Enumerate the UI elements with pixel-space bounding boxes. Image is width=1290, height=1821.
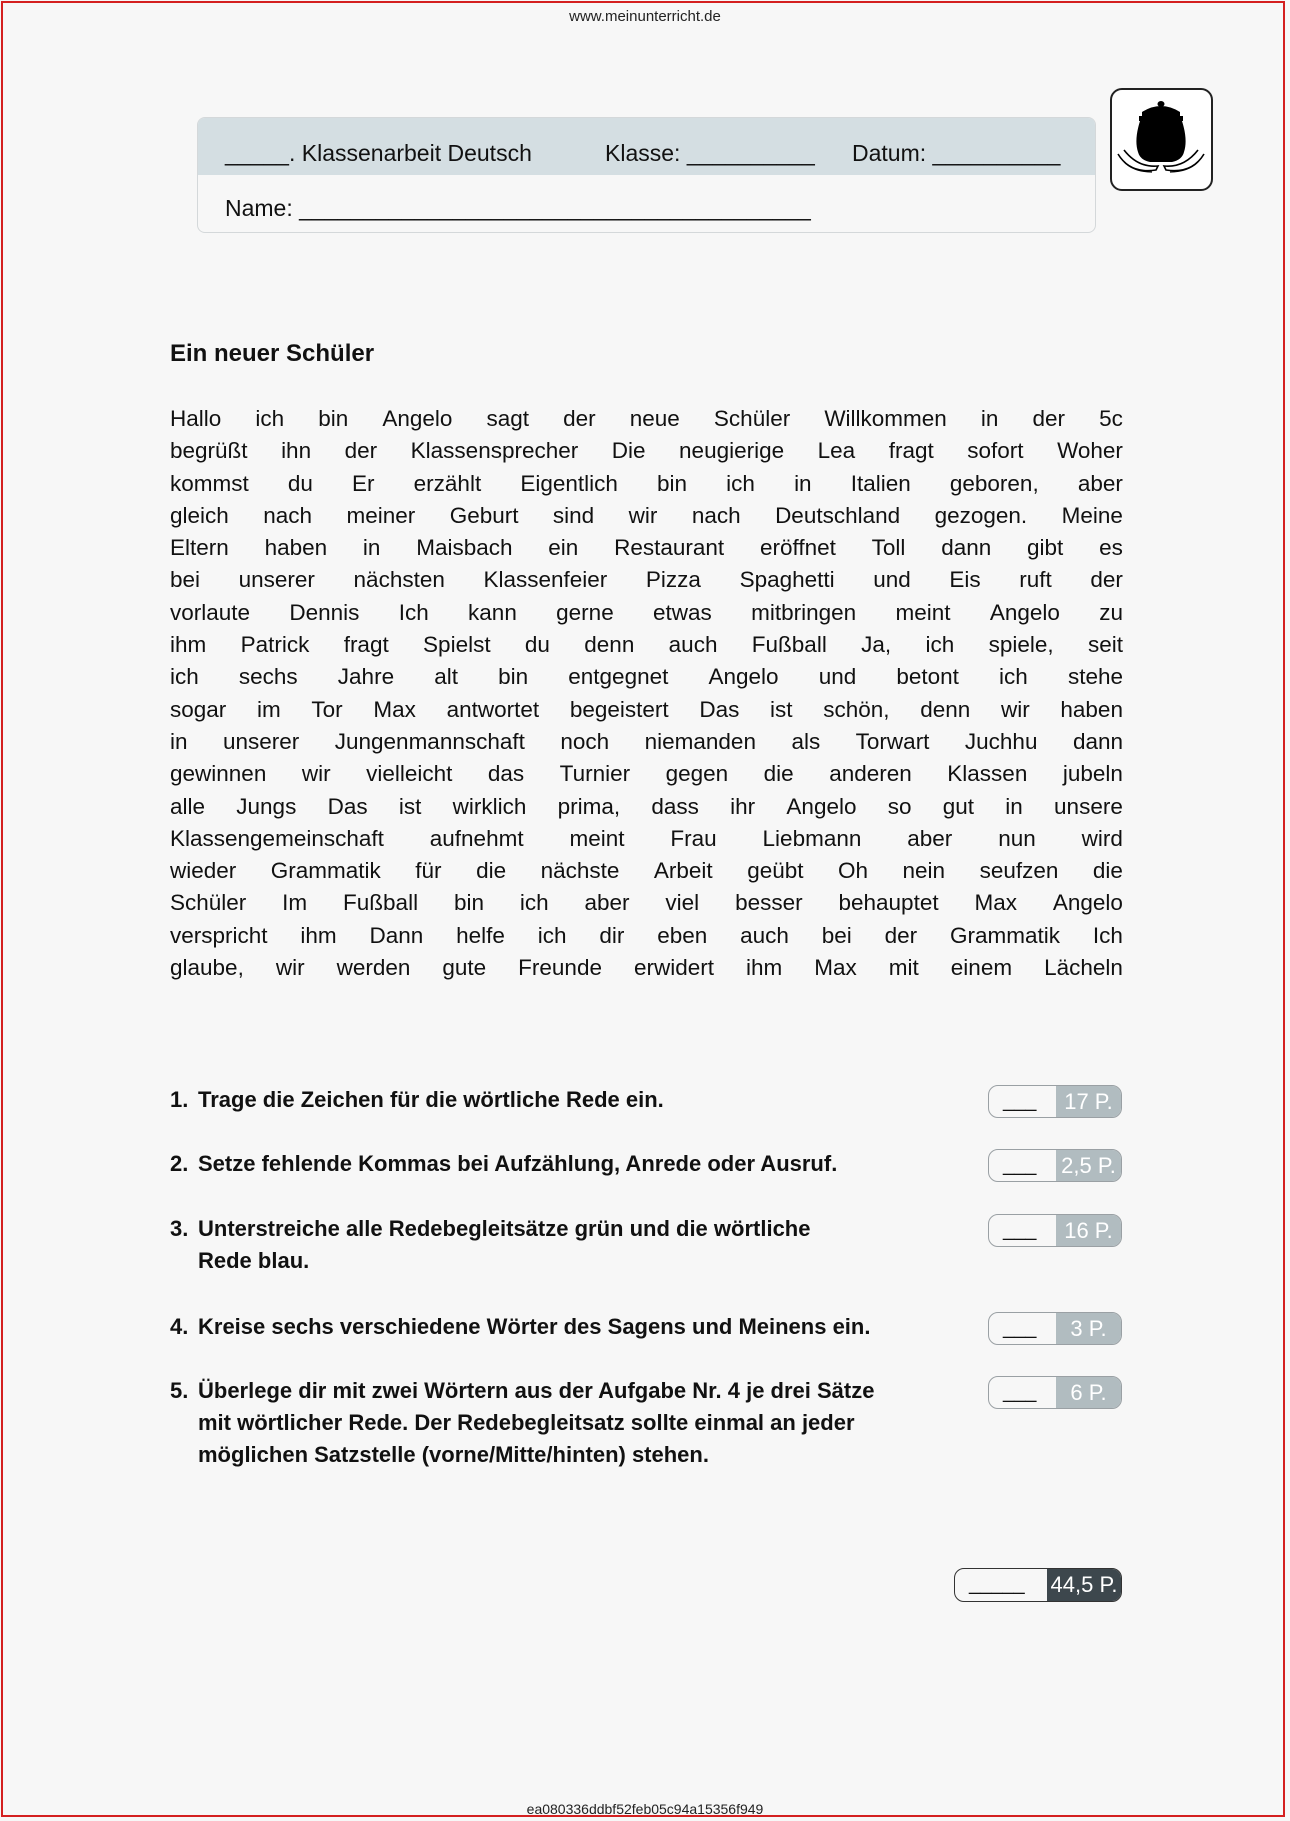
story-word: nein	[902, 858, 946, 884]
task-text	[198, 1148, 958, 1180]
story-word: Angelo	[989, 599, 1060, 625]
task-text-line: Kreise sechs verschiedene Wörter des Sagens und Meinens ein.	[198, 1314, 871, 1339]
story-word: seit	[1087, 632, 1123, 658]
story-word: ein	[548, 535, 579, 561]
pot-on-hands-icon	[1110, 88, 1213, 191]
task-points-box	[988, 1214, 1122, 1247]
task-number: 3.	[170, 1216, 189, 1241]
story-word: mitbringen	[751, 599, 857, 625]
story-word: Klassensprecher	[410, 438, 579, 464]
story-line	[170, 532, 1123, 564]
task-text	[198, 1311, 958, 1343]
story-word: wir	[1000, 696, 1030, 722]
story-word: gute	[442, 955, 487, 981]
story-word: fragt	[888, 438, 934, 464]
story-word: wird	[1081, 825, 1123, 851]
story-line	[170, 403, 1123, 435]
story-line	[170, 500, 1123, 532]
story-word: Max	[974, 890, 1017, 916]
story-word: wirklich	[452, 793, 527, 819]
story-word: Eigentlich	[520, 470, 618, 496]
story-word: betont	[896, 664, 959, 690]
story-word: ich	[726, 470, 755, 496]
story-word: ist	[770, 696, 793, 722]
story-word: Juchhu	[964, 728, 1038, 754]
story-word: Freunde	[518, 955, 602, 981]
story-word: auch	[740, 922, 789, 948]
task-text	[198, 1213, 958, 1277]
task-points-value: 16 P.	[1056, 1215, 1121, 1246]
story-word: der	[1090, 567, 1123, 593]
story-word: Jungenmannschaft	[334, 728, 525, 754]
story-word: sofort	[967, 438, 1024, 464]
story-word: der	[344, 438, 378, 464]
task-text-line: möglichen Satzstelle (vorne/Mitte/hinten) stehen.	[198, 1442, 709, 1467]
story-word: dass	[651, 793, 699, 819]
story-line	[170, 920, 1123, 952]
task-points-box	[988, 1376, 1122, 1409]
story-word: nach	[263, 502, 313, 528]
story-word: nach	[691, 502, 741, 528]
story-word: sind	[552, 502, 595, 528]
story-word: ich	[170, 664, 199, 690]
story-word: Geburt	[449, 502, 519, 528]
story-word: sechs	[238, 664, 298, 690]
story-word: Spielst	[423, 632, 491, 658]
story-word: gleich	[170, 502, 229, 528]
story-word: ruft	[1019, 567, 1052, 593]
story-line	[170, 661, 1123, 693]
footer-hash: ea080336ddbf52feb05c94a15356f949	[526, 1801, 764, 1817]
story-word: Woher	[1057, 438, 1123, 464]
story-word: ihm	[170, 632, 207, 658]
story-word: Willkommen	[824, 406, 947, 431]
klasse-field: Klasse: __________	[605, 140, 815, 166]
story-word: viel	[665, 890, 700, 916]
story-word: dir	[599, 922, 625, 948]
story-word: Schüler	[713, 406, 791, 431]
task-text-line: Setze fehlende Kommas bei Aufzählung, Anrede oder Ausruf.	[198, 1151, 838, 1176]
story-word: gewinnen	[170, 761, 267, 787]
task-number: 2.	[170, 1151, 189, 1176]
story-word: gegen	[665, 761, 729, 787]
story-text	[170, 403, 1123, 984]
story-word: einem	[950, 955, 1013, 981]
story-word: ihm	[746, 955, 783, 981]
story-word: Jungs	[236, 793, 297, 819]
story-word: helfe	[456, 922, 505, 948]
story-word: neue	[629, 406, 680, 431]
story-word: etwas	[653, 599, 712, 625]
story-word: fragt	[343, 632, 389, 658]
story-word: für	[415, 858, 442, 884]
story-word: erwidert	[633, 955, 715, 981]
story-word: Toll	[871, 535, 906, 561]
story-word: wir	[628, 502, 658, 528]
story-word: Fußball	[343, 890, 419, 916]
story-word: alle	[170, 793, 206, 819]
story-word: niemanden	[644, 728, 756, 754]
story-word: Im	[282, 890, 308, 916]
story-word: seufzen	[979, 858, 1059, 884]
story-word: ihm	[300, 922, 337, 948]
task-points-value: 17 P.	[1056, 1086, 1121, 1117]
story-word: auch	[668, 632, 718, 658]
story-word: Frau	[670, 825, 717, 851]
story-word: Lächeln	[1044, 955, 1123, 981]
story-word: bin	[657, 470, 688, 496]
story-word: Jahre	[337, 664, 395, 690]
story-word: Eis	[949, 567, 981, 593]
story-word: Klassengemeinschaft	[170, 825, 384, 851]
story-word: aufnehmt	[429, 825, 524, 851]
story-word: sagt	[486, 406, 530, 431]
exam-header-top	[198, 118, 1095, 175]
story-word: unserer	[222, 728, 300, 754]
story-line	[170, 468, 1123, 500]
story-word: ich	[999, 664, 1028, 690]
story-word: ich	[537, 922, 567, 948]
task-points-blank: ___	[1003, 1381, 1037, 1403]
story-line	[170, 694, 1123, 726]
story-word: so	[887, 793, 912, 819]
task-text-line: Rede blau.	[198, 1248, 310, 1273]
story-word: Klassenfeier	[483, 567, 608, 593]
story-word: Angelo	[382, 406, 453, 431]
story-word: Ja,	[861, 632, 892, 658]
story-word: wir	[301, 761, 331, 787]
story-word: Das	[699, 696, 740, 722]
story-word: spiele,	[988, 632, 1054, 658]
exam-header-bottom	[198, 175, 1095, 233]
task-number: 5.	[170, 1378, 189, 1403]
story-word: Angelo	[708, 664, 779, 690]
story-word: die	[763, 761, 794, 787]
story-word: haben	[264, 535, 328, 561]
story-word: Grammatik	[270, 858, 381, 884]
task-text-line: Trage die Zeichen für die wörtliche Rede ein.	[198, 1087, 664, 1112]
story-word: gerne	[556, 599, 614, 625]
task-text	[198, 1375, 958, 1471]
story-word: und	[873, 567, 911, 593]
story-word: Meine	[1061, 502, 1123, 528]
story-word: nächste	[540, 858, 620, 884]
story-word: bei	[170, 567, 201, 593]
story-word: schön,	[823, 696, 890, 722]
story-word: haben	[1060, 696, 1123, 722]
story-word: aber	[584, 890, 630, 916]
story-line	[170, 791, 1123, 823]
story-word: bin	[498, 664, 529, 690]
story-word: verspricht	[170, 922, 268, 948]
story-word: geübt	[747, 858, 804, 884]
story-word: kommst	[170, 470, 249, 496]
story-word: Oh	[838, 858, 869, 884]
story-word: stehe	[1067, 664, 1123, 690]
story-word: Dann	[369, 922, 424, 948]
story-word: Klassen	[947, 761, 1028, 787]
task-number: 4.	[170, 1314, 189, 1339]
task-points-blank: ___	[1003, 1154, 1037, 1176]
story-word: ihr	[730, 793, 756, 819]
task-points-box	[988, 1085, 1122, 1118]
story-word: 5c	[1099, 406, 1123, 431]
story-word: Er	[352, 470, 375, 496]
story-word: sogar	[170, 696, 227, 722]
story-word: Pizza	[645, 567, 701, 593]
story-line	[170, 855, 1123, 887]
story-word: Liebmann	[762, 825, 862, 851]
story-word: Angelo	[1052, 890, 1123, 916]
story-word: dann	[1072, 728, 1123, 754]
task-points-blank: ___	[1003, 1219, 1037, 1241]
story-word: das	[487, 761, 525, 787]
story-word: Torwart	[855, 728, 930, 754]
story-word: in	[980, 406, 999, 431]
story-word: Eltern	[170, 535, 229, 561]
task-points-box	[988, 1312, 1122, 1345]
story-word: anderen	[829, 761, 912, 787]
story-word: gezogen.	[934, 502, 1028, 528]
story-word: Lea	[817, 438, 856, 464]
story-word: in	[362, 535, 381, 561]
exam-header	[197, 117, 1096, 233]
story-line	[170, 629, 1123, 661]
story-word: gibt	[1027, 535, 1064, 561]
story-line	[170, 823, 1123, 855]
story-word: Tor	[311, 696, 343, 722]
story-word: aber	[1077, 470, 1123, 496]
total-points-value: 44,5 P.	[1047, 1569, 1121, 1601]
story-word: bei	[821, 922, 852, 948]
story-word: alt	[434, 664, 458, 690]
task-points-value: 6 P.	[1056, 1377, 1121, 1408]
story-word: glaube,	[170, 955, 244, 981]
task-points-blank: ___	[1003, 1317, 1037, 1339]
story-word: vielleicht	[366, 761, 453, 787]
task-text-line: Unterstreiche alle Redebegleitsätze grün und die wörtliche	[198, 1216, 811, 1241]
story-word: eröffnet	[759, 535, 836, 561]
story-word: behauptet	[838, 890, 939, 916]
story-word: begrüßt	[170, 438, 248, 464]
story-word: ist	[398, 793, 422, 819]
story-word: Arbeit	[653, 858, 713, 884]
story-word: bin	[453, 890, 484, 916]
story-word: Max	[373, 696, 416, 722]
story-word: entgegnet	[568, 664, 669, 690]
story-word: denn	[584, 632, 635, 658]
story-word: prima,	[557, 793, 621, 819]
story-word: Das	[327, 793, 368, 819]
task-number: 1.	[170, 1087, 189, 1112]
name-field: Name: ________________________________________	[225, 195, 811, 221]
story-word: Angelo	[786, 793, 857, 819]
story-word: Hallo	[170, 406, 222, 431]
story-word: begeistert	[569, 696, 669, 722]
story-word: ich	[519, 890, 549, 916]
story-word: erzählt	[413, 470, 482, 496]
story-word: gut	[942, 793, 975, 819]
story-word: Ich	[1092, 922, 1123, 948]
story-word: dann	[941, 535, 992, 561]
story-word: ich	[255, 406, 285, 431]
story-word: werden	[336, 955, 411, 981]
story-word: die	[476, 858, 507, 884]
story-word: und	[818, 664, 857, 690]
story-word: in	[794, 470, 812, 496]
story-word: jubeln	[1062, 761, 1123, 787]
task-text-line: Überlege dir mit zwei Wörtern aus der Aufgabe Nr. 4 je drei Sätze	[198, 1378, 875, 1403]
story-word: als	[791, 728, 821, 754]
story-word: meint	[895, 599, 951, 625]
story-word: Max	[814, 955, 857, 981]
story-word: aber	[907, 825, 953, 851]
task-points-value: 3 P.	[1056, 1313, 1121, 1344]
story-line	[170, 726, 1123, 758]
story-word: nächsten	[353, 567, 445, 593]
story-word: der	[563, 406, 596, 431]
story-word: kann	[468, 599, 517, 625]
story-line	[170, 564, 1123, 596]
total-points-box	[954, 1568, 1122, 1602]
story-word: zu	[1099, 599, 1123, 625]
task-text	[198, 1084, 958, 1116]
story-word: Deutschland	[775, 502, 901, 528]
story-line	[170, 952, 1123, 984]
story-word: eben	[657, 922, 708, 948]
story-word: vorlaute	[170, 599, 251, 625]
story-word: wieder	[170, 858, 237, 884]
story-word: in	[1005, 793, 1023, 819]
story-word: Grammatik	[950, 922, 1061, 948]
story-word: Schüler	[170, 890, 247, 916]
task-text-line: mit wörtlicher Rede. Der Redebegleitsatz sollte einmal an jeder	[198, 1410, 855, 1435]
story-word: besser	[735, 890, 803, 916]
story-word: Spaghetti	[739, 567, 835, 593]
story-word: Italien	[850, 470, 911, 496]
story-word: wir	[275, 955, 305, 981]
datum-field: Datum: __________	[852, 140, 1061, 166]
story-word: neugierige	[679, 438, 785, 464]
story-word: du	[524, 632, 550, 658]
story-word: geboren,	[949, 470, 1039, 496]
story-word: ihn	[281, 438, 312, 464]
story-title: Ein neuer Schüler	[170, 340, 375, 367]
story-line	[170, 435, 1123, 467]
story-word: meiner	[346, 502, 416, 528]
story-word: nun	[998, 825, 1036, 851]
task-points-blank: ___	[1003, 1090, 1037, 1112]
story-word: Patrick	[240, 632, 310, 658]
story-word: unsere	[1054, 793, 1123, 819]
story-word: Die	[611, 438, 646, 464]
story-line	[170, 597, 1123, 629]
task-points-box	[988, 1149, 1122, 1182]
total-points-blank: _____	[969, 1573, 1025, 1595]
story-line	[170, 758, 1123, 790]
story-word: Dennis	[289, 599, 360, 625]
story-word: es	[1099, 535, 1123, 561]
story-word: du	[287, 470, 313, 496]
story-word: im	[256, 696, 281, 722]
story-word: bin	[318, 406, 349, 431]
story-word: Fußball	[751, 632, 827, 658]
story-word: Maisbach	[416, 535, 513, 561]
story-word: meint	[569, 825, 625, 851]
story-word: Ich	[398, 599, 429, 625]
story-word: noch	[560, 728, 610, 754]
exam-title: _____. Klassenarbeit Deutsch	[225, 140, 532, 166]
task-points-value: 2,5 P.	[1056, 1150, 1121, 1181]
story-word: der	[884, 922, 918, 948]
story-word: die	[1092, 858, 1123, 884]
site-url: www.meinunterricht.de	[569, 8, 721, 25]
story-line	[170, 887, 1123, 919]
story-word: denn	[920, 696, 971, 722]
story-word: antwortet	[446, 696, 540, 722]
story-word: der	[1032, 406, 1066, 431]
story-word: Restaurant	[614, 535, 725, 561]
story-word: in	[170, 728, 188, 754]
story-word: ich	[925, 632, 955, 658]
story-word: unserer	[238, 567, 315, 593]
story-word: mit	[888, 955, 919, 981]
story-word: Turnier	[559, 761, 631, 787]
